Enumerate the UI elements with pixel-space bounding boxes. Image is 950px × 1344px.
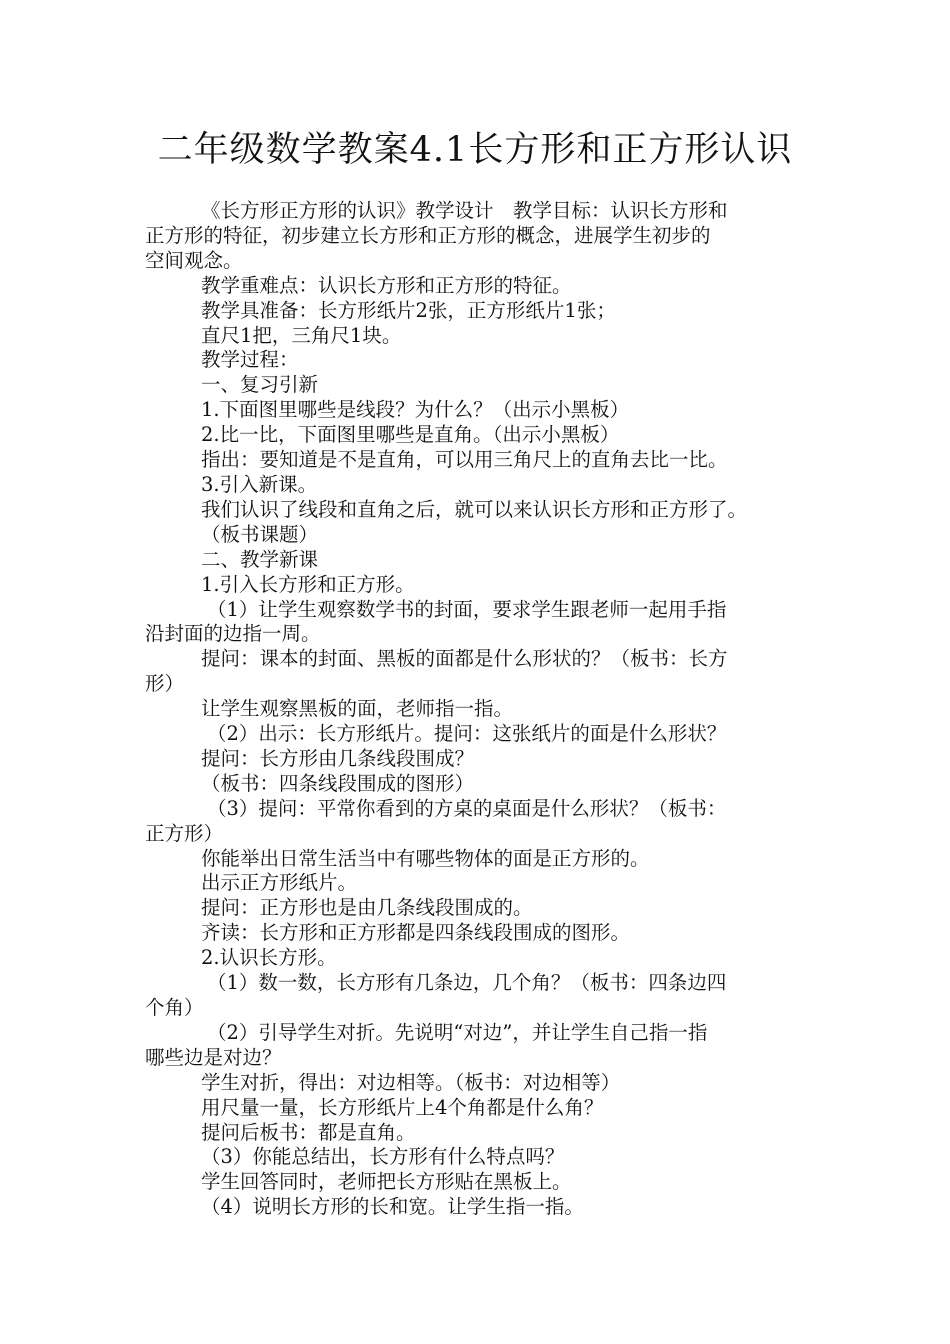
document-body bbox=[145, 199, 813, 1220]
paragraph-line: 学生对折，得出：对边相等。（板书：对边相等） bbox=[201, 1070, 621, 1094]
paragraph-line: （3）你能总结出，长方形有什么特点吗？ bbox=[201, 1145, 565, 1169]
paragraph-line: （2）引导学生对折。先说明“对边”，并让学生自己指一指 bbox=[207, 1020, 708, 1044]
paragraph-line: （板书：四条线段围成的图形） bbox=[201, 771, 475, 795]
paragraph-line: 提问后板书：都是直角。 bbox=[201, 1120, 416, 1144]
paragraph-line: 哪些边是对边？ bbox=[145, 1045, 282, 1069]
paragraph-line: 1.引入长方形和正方形。 bbox=[201, 572, 415, 596]
paragraph-line: 用尺量一量，长方形纸片上4个角都是什么角？ bbox=[201, 1095, 604, 1119]
paragraph-line: 齐读：长方形和正方形都是四条线段围成的图形。 bbox=[201, 921, 631, 945]
paragraph-line: 《长方形正方形的认识》教学设计 教学目标：认识长方形和 bbox=[201, 199, 728, 222]
paragraph-line: 直尺1把，三角尺1块。 bbox=[201, 323, 402, 347]
paragraph-line: 正方形） bbox=[145, 821, 224, 845]
paragraph-line: 提问：正方形也是由几条线段围成的。 bbox=[201, 896, 533, 920]
section-heading: 一、复习引新 bbox=[201, 373, 319, 397]
section-heading: 二、教学新课 bbox=[201, 547, 319, 571]
paragraph-line: 学生回答同时，老师把长方形贴在黑板上。 bbox=[201, 1170, 572, 1194]
paragraph-line: （1）数一数，长方形有几条边，几个角？（板书：四条边四 bbox=[207, 971, 727, 995]
paragraph-line: （4）说明长方形的长和宽。让学生指一指。 bbox=[201, 1195, 584, 1219]
paragraph-line: 2.比一比，下面图里哪些是直角。（出示小黑板） bbox=[201, 423, 620, 447]
paragraph-line: 沿封面的边指一周。 bbox=[145, 622, 321, 646]
paragraph-line: 1.下面图里哪些是线段？为什么？（出示小黑板） bbox=[201, 398, 630, 422]
paragraph-line: 你能举出日常生活当中有哪些物体的面是正方形的。 bbox=[201, 846, 650, 870]
paragraph-line: 教学具准备：长方形纸片2张，正方形纸片1张； bbox=[201, 298, 616, 322]
paragraph-line: （3）提问：平常你看到的方桌的桌面是什么形状？（板书： bbox=[207, 796, 727, 820]
paragraph-line: 2.认识长方形。 bbox=[201, 946, 337, 970]
paragraph-line: 个角） bbox=[145, 996, 204, 1019]
paragraph-line: 提问：课本的封面、黑板的面都是什么形状的？（板书：长方 bbox=[201, 647, 728, 671]
paragraph-line: 空间观念。 bbox=[145, 248, 243, 272]
paragraph-line: （板书课题） bbox=[201, 522, 319, 546]
paragraph-line: 出示正方形纸片。 bbox=[201, 871, 358, 895]
paragraph-line: 指出：要知道是不是直角，可以用三角尺上的直角去比一比。 bbox=[201, 448, 728, 472]
paragraph-line: 让学生观察黑板的面，老师指一指。 bbox=[201, 697, 514, 721]
document-title: 二年级数学教案4.1长方形和正方形认识 bbox=[157, 130, 793, 170]
paragraph-line: 教学重难点：认识长方形和正方形的特征。 bbox=[201, 273, 572, 297]
paragraph-line: 教学过程： bbox=[201, 348, 299, 372]
paragraph-line: 3.引入新课。 bbox=[201, 472, 318, 496]
paragraph-line: 正方形的特征，初步建立长方形和正方形的概念，进展学生初步的 bbox=[145, 223, 711, 247]
paragraph-line: 形） bbox=[145, 672, 185, 696]
paragraph-line: 提问：长方形由几条线段围成？ bbox=[201, 746, 475, 770]
paragraph-line: 我们认识了线段和直角之后，就可以来认识长方形和正方形了。 bbox=[201, 497, 748, 521]
paragraph-line: （2）出示：长方形纸片。提问：这张纸片的面是什么形状？ bbox=[207, 722, 727, 746]
paragraph-line: （1）让学生观察数学书的封面，要求学生跟老师一起用手指 bbox=[207, 597, 727, 621]
